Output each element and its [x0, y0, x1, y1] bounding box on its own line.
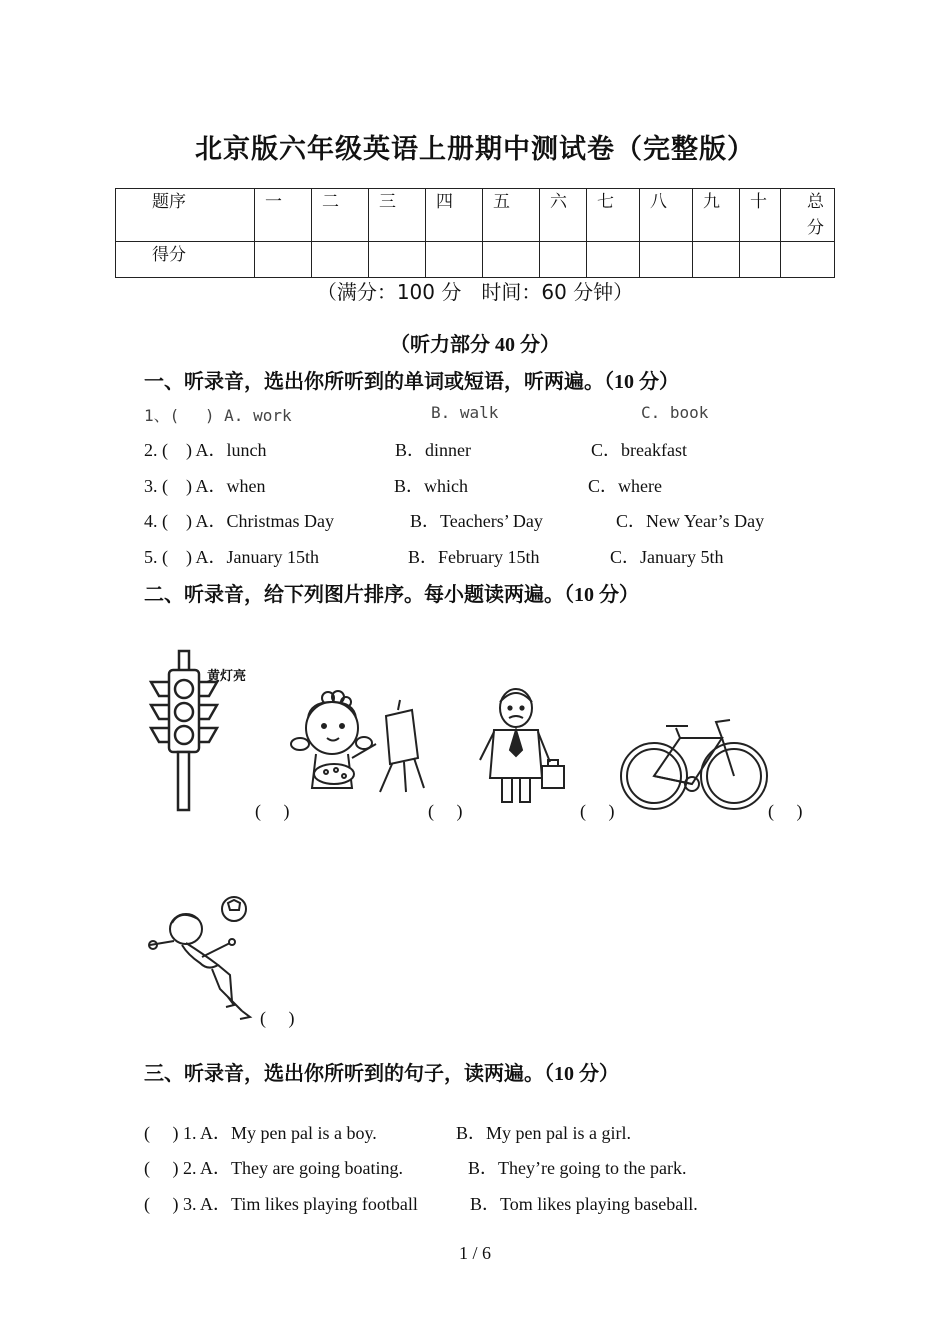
question-3-option-c: C．where — [588, 476, 662, 496]
picture-3-blank[interactable]: ( ) — [580, 801, 615, 821]
traffic-light-label: 黄灯亮 — [207, 669, 247, 684]
table-cell: 得分 — [116, 242, 255, 278]
score-input-cell[interactable] — [781, 242, 835, 278]
table-cell: 三 — [369, 189, 426, 242]
question-2-option-c: C．breakfast — [591, 440, 687, 460]
table-cell: 六 — [540, 189, 587, 242]
sentence-2-stem: ( ) 2. A．They are going boating. — [144, 1158, 403, 1178]
table-cell: 五 — [483, 189, 540, 242]
question-1-stem: 1、( ) A. work — [144, 406, 292, 425]
table-cell: 八 — [640, 189, 693, 242]
sentence-3-stem: ( ) 3. A．Tim likes playing football — [144, 1194, 418, 1214]
score-table-score-row — [116, 242, 835, 278]
question-3-stem: 3. ( ) A．when — [144, 476, 266, 496]
score-input-cell[interactable] — [740, 242, 781, 278]
picture-5-blank[interactable]: ( ) — [260, 1008, 295, 1028]
table-cell: 十 — [740, 189, 781, 242]
question-1-option-b: B. walk — [431, 403, 499, 422]
score-input-cell[interactable] — [312, 242, 369, 278]
question-5-stem: 5. ( ) A．January 15th — [144, 547, 319, 567]
table-cell: 一 — [255, 189, 312, 242]
question-5-option-b: B．February 15th — [408, 547, 540, 567]
score-input-cell[interactable] — [587, 242, 640, 278]
question-3-option-b: B．which — [394, 476, 468, 496]
picture-2-blank[interactable]: ( ) — [428, 801, 463, 821]
score-table-header-row — [116, 189, 835, 242]
old-man-picture — [476, 686, 570, 806]
score-input-cell[interactable] — [640, 242, 693, 278]
listening-part-heading: （听力部分 40 分） — [390, 334, 560, 356]
question-1-option-c: C. book — [641, 403, 709, 422]
bicycle-picture — [618, 716, 770, 812]
question-2-option-b: B．dinner — [395, 440, 471, 460]
exam-info: （满分：100 分 时间：60 分钟） — [316, 280, 634, 304]
question-4-option-c: C．New Year’s Day — [616, 511, 765, 531]
boy-kicking-ball-picture — [146, 893, 260, 1023]
table-cell: 总分 — [781, 189, 835, 242]
score-table — [115, 188, 835, 278]
question-4-stem: 4. ( ) A．Christmas Day — [144, 511, 334, 531]
section3-heading: 三、听录音，选出你所听到的句子，读两遍。（10 分） — [144, 1063, 619, 1085]
sentence-1-option-b: B．My pen pal is a girl. — [456, 1123, 631, 1143]
score-input-cell[interactable] — [369, 242, 426, 278]
score-input-cell[interactable] — [693, 242, 740, 278]
question-4-option-b: B．Teachers’ Day — [410, 511, 543, 531]
picture-4-blank[interactable]: ( ) — [768, 801, 803, 821]
page-title: 北京版六年级英语上册期中测试卷（完整版） — [195, 134, 755, 165]
sentence-2-option-b: B．They’re going to the park. — [468, 1158, 687, 1178]
table-cell: 四 — [426, 189, 483, 242]
question-5-option-c: C．January 5th — [610, 547, 724, 567]
question-2-stem: 2. ( ) A．lunch — [144, 440, 267, 460]
section1-heading: 一、听录音，选出你所听到的单词或短语，听两遍。（10 分） — [144, 371, 679, 393]
page-number: 1 / 6 — [458, 1243, 491, 1263]
table-cell: 二 — [312, 189, 369, 242]
score-input-cell[interactable] — [540, 242, 587, 278]
table-cell: 九 — [693, 189, 740, 242]
sentence-3-option-b: B．Tom likes playing baseball. — [470, 1194, 698, 1214]
picture-1-blank[interactable]: ( ) — [255, 801, 290, 821]
girl-painting-picture — [290, 688, 430, 800]
score-input-cell[interactable] — [483, 242, 540, 278]
score-input-cell[interactable] — [255, 242, 312, 278]
sentence-1-stem: ( ) 1. A．My pen pal is a boy. — [144, 1123, 377, 1143]
section2-heading: 二、听录音，给下列图片排序。每小题读两遍。（10 分） — [144, 584, 639, 606]
table-cell: 七 — [587, 189, 640, 242]
table-cell: 题序 — [116, 189, 255, 242]
score-input-cell[interactable] — [426, 242, 483, 278]
